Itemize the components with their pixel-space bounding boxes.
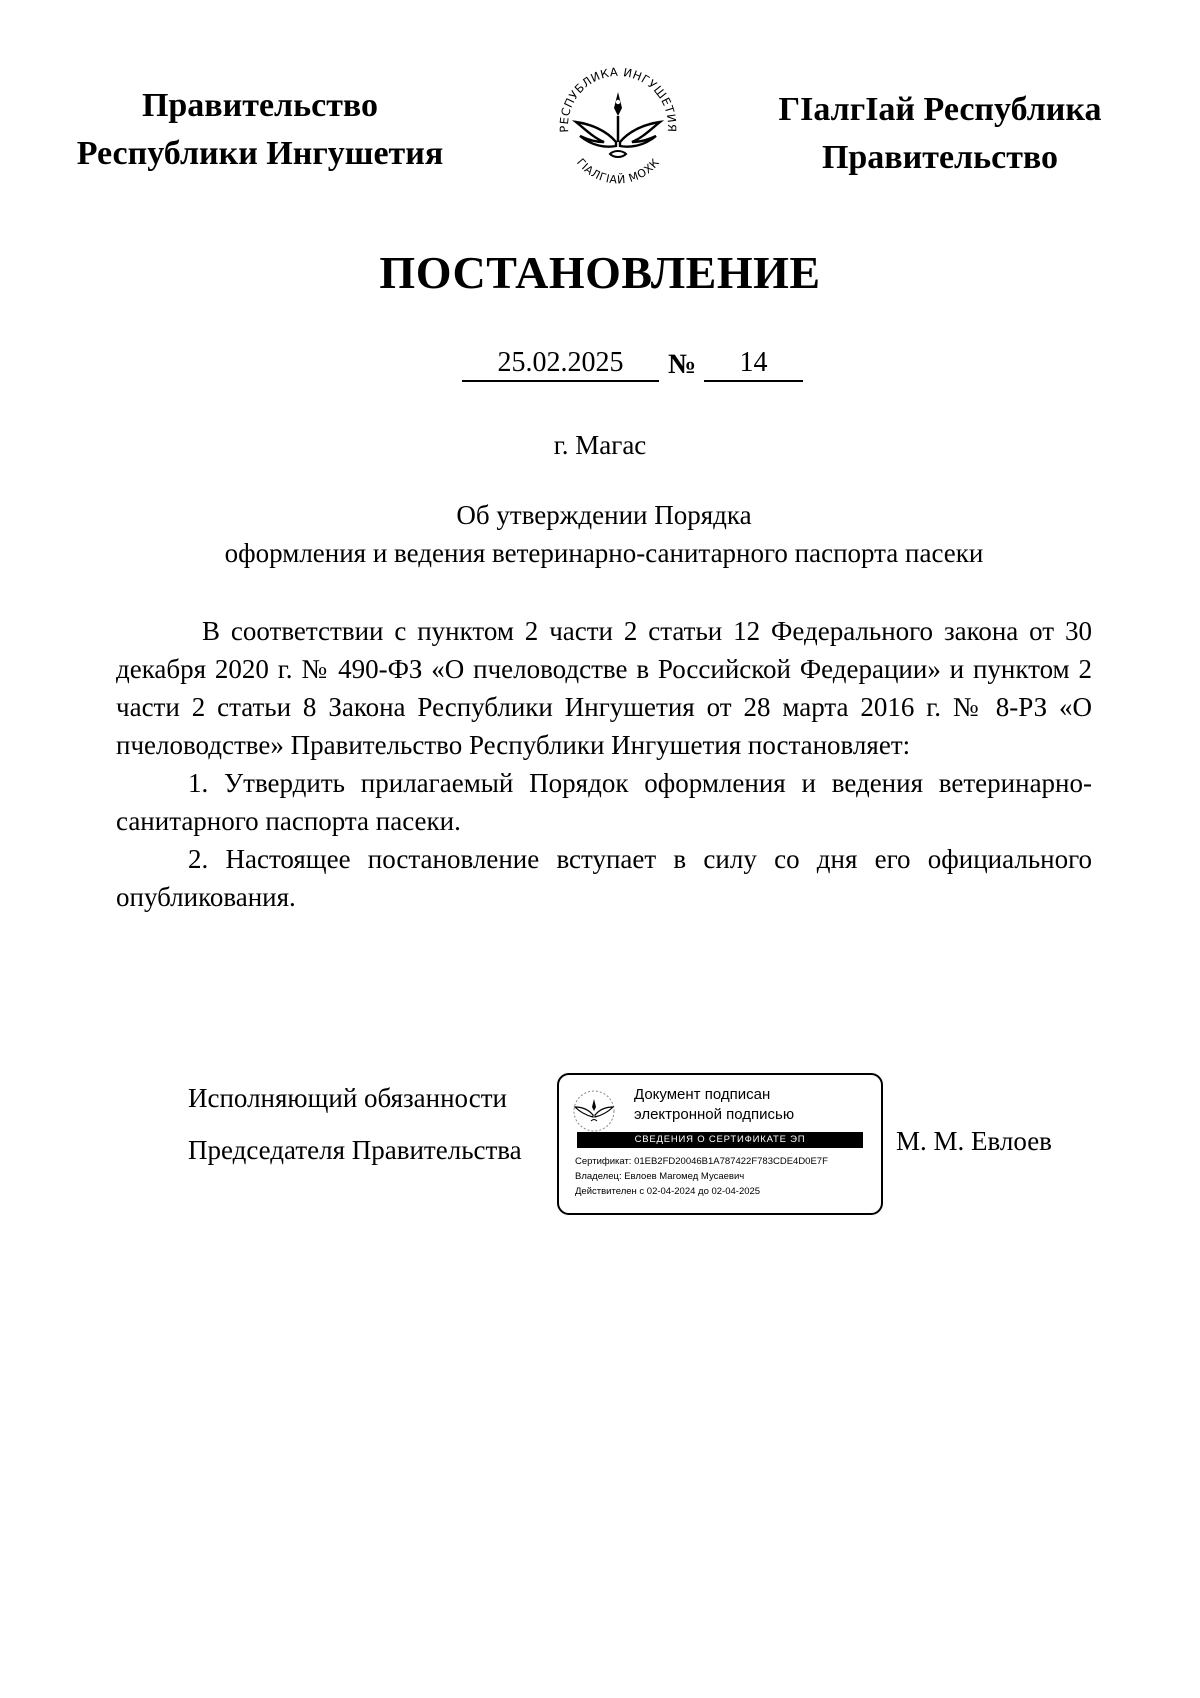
signatory-name: М. М. Евлоев (896, 1126, 1052, 1156)
subject-line2: оформления и ведения ветеринарно-санитарного паспорта пасеки (224, 538, 984, 568)
item-2-paragraph: 2. Настоящее постановление вступает в силу со дня его официального опубликования. (116, 844, 1092, 912)
subject-line1: Об утверждении Порядка (456, 500, 752, 530)
electronic-signature-stamp (557, 1073, 883, 1215)
republic-emblem-icon (548, 58, 688, 198)
emblem-top-text: РЕСПУБЛИКА ИНГУШЕТИЯ (556, 64, 680, 133)
svg-text:ГIАЛГIАЙ МОХК (574, 156, 662, 187)
position-line2: Председателя Правительства (188, 1135, 522, 1165)
emblem-bottom-text: ГIАЛГIАЙ МОХК (573, 155, 663, 187)
header-right-line2: Правительство (821, 139, 1059, 176)
position-line1: Исполняющий обязанности (188, 1083, 507, 1113)
document-body (116, 612, 1092, 916)
document-title: ПОСТАНОВЛЕНИЕ (379, 247, 821, 298)
header-left-line1: Правительство (141, 87, 379, 124)
header-left (40, 82, 480, 178)
header-right-line1: ГIалгIай Республика (778, 91, 1102, 128)
stamp-line2: электронной подписью (634, 1106, 795, 1123)
date-number-line (0, 346, 1200, 386)
document-date: 25.02.2025 (462, 346, 659, 382)
stamp-validity: Действителен с 02-04-2024 до 02-04-2025 (575, 1186, 761, 1197)
document-subject (116, 496, 1092, 572)
header-left-line2: Республики Ингушетия (76, 135, 444, 172)
signatory-position (188, 1072, 522, 1176)
stamp-emblem-icon (571, 1087, 617, 1137)
stamp-owner: Владелец: Евлоев Магомед Мусаевич (575, 1171, 745, 1182)
header-right (720, 86, 1160, 182)
item-1-paragraph: 1. Утвердить прилагаемый Порядок оформления и ведения ветеринарно-санитарного паспорта пасеки. (116, 768, 1092, 836)
city: г. Магас (553, 430, 647, 460)
stamp-line1: Документ подписан (634, 1086, 771, 1103)
stamp-certificate-bar: СВЕДЕНИЯ О СЕРТИФИКАТЕ ЭП (577, 1132, 863, 1148)
document-number: 14 (704, 346, 803, 382)
preamble-paragraph: В соответствии с пунктом 2 части 2 статьи 12 Федерального закона от 30 декабря 2020 г. № 490-ФЗ «О пчеловодстве в Российской Федерации» и пунктом 2 части 2 статьи 8 Закона Республики Ингушетия от 28 марта 2016 г. № 8-РЗ «О пчеловодстве» Правительство Республики Ингушетия постановляет: (116, 616, 1092, 760)
stamp-certificate-id: Сертификат: 01EB2FD20046B1A787422F783CDE4D0E7F (575, 1156, 828, 1167)
number-sign: № (668, 349, 697, 380)
